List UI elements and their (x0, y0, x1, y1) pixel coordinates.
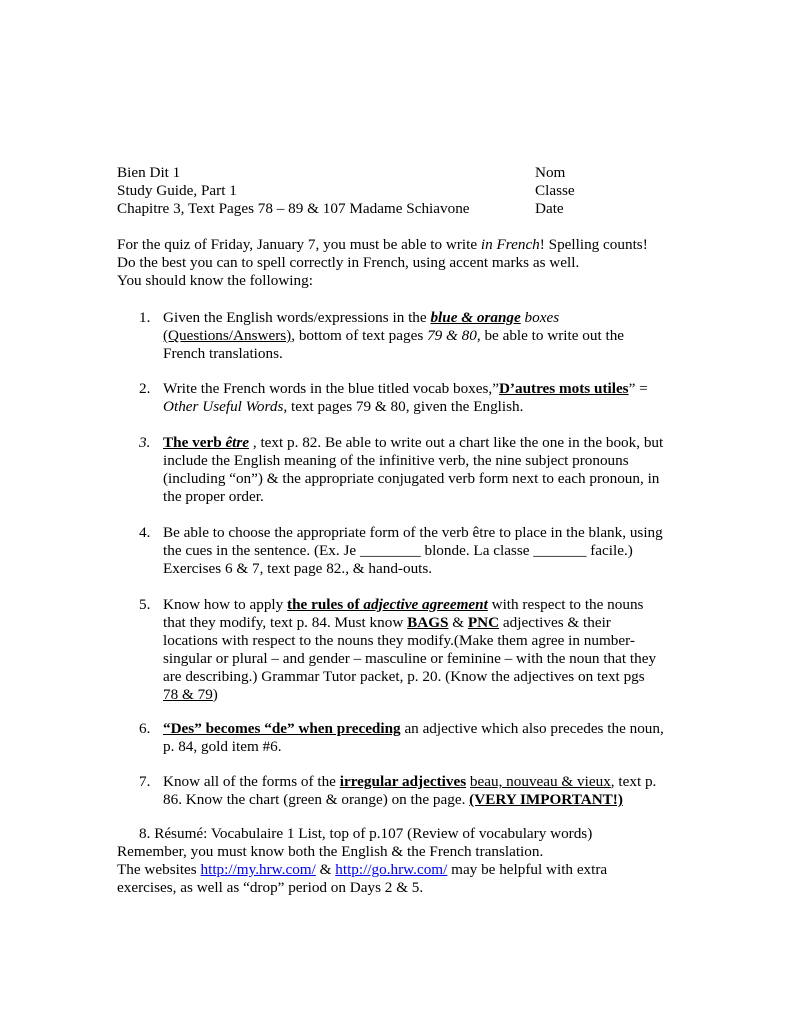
item-number: 5. (139, 596, 151, 613)
intro-paragraph (117, 236, 677, 290)
remember-line: Remember, you must know both the English & the French translation. (117, 843, 544, 860)
item-number: 4. (139, 524, 151, 541)
classe-label: Classe (535, 182, 575, 199)
pnc-emphasis: PNC (467, 614, 500, 631)
hrw-my-link[interactable]: http://my.hrw.com/ (200, 861, 316, 878)
irregular-adjectives-emphasis: irregular adjectives (339, 773, 467, 790)
blue-orange-emphasis: blue & orange (430, 309, 521, 326)
adjective-agreement-emphasis: the rules of adjective agreement (287, 596, 488, 613)
item-number: 7. (139, 773, 151, 790)
des-becomes-de-emphasis: “Des” becomes “de” when preceding (163, 720, 401, 737)
bags-emphasis: BAGS (407, 614, 449, 631)
guide-title: Study Guide, Part 1 (117, 182, 237, 199)
document-header (117, 164, 597, 218)
date-label: Date (535, 200, 564, 217)
item-number: 2. (139, 380, 151, 397)
item-number: 3. (139, 434, 151, 451)
course-title: Bien Dit 1 (117, 164, 181, 181)
resume-line: 8. Résumé: Vocabulaire 1 List, top of p.107 (Review of vocabulary words) (139, 825, 593, 842)
websites-line: The websites http://my.hrw.com/ & http://go.hrw.com/ may be helpful with extra (117, 861, 608, 878)
very-important-emphasis: (VERY IMPORTANT!) (469, 791, 623, 808)
item-number: 6. (139, 720, 151, 737)
intro-line-1: For the quiz of Friday, January 7, you must be able to write in French! Spelling counts! (117, 236, 648, 253)
exercises-line: exercises, as well as “drop” period on Days 2 & 5. (117, 879, 424, 896)
final-section (117, 825, 677, 897)
document-page: Bien Dit 1 Nom Study Guide, Part 1 Classe Chapitre 3, Text Pages 78 – 89 & 107 Madame Schiavone Date For the quiz of Friday, January 7, you must be able to write in French! Spelling counts! Do the best you can to spell correctly in French, using accent marks as well. You should know the following: 1. Given the English words/expressions in the blue & orange boxes (Questions/Answers), bottom of text pages 79 & 80, be able to write out the French translations. 2. Write the French words in the blue titled vocab boxes,”D’autres mots utiles” = Other Useful Words, text pages 79 & 80, given the English. 3. The verb être , text p. 82. Be able to write out a chart like the one in the book, but include the English meaning of the infinitive verb, the nine subject pronouns (including “on”) & the appropriate conjugated verb form next to each pronoun, in the proper order. 4. Be able to choose the appropriate form of the verb être to place in the blank, using the cues in the sentence. (Ex. Je ________ blonde. La classe _______ facile.) Exercises 6 & 7, text page 82., & hand-outs. 5. Know how to apply the rules of adjective agreement with respect to the nouns that they modify, text p. 84. Must know BAGS & PNC adjectives & their locations with respect to the nouns they modify.(Make them agree in number- singular or plural – and gender – masculine or feminine – with the noun that they are describing.) Grammar Tutor packet, p. 20. (Know the adjectives on text pgs 78 & 79) 6. “Des” becomes “de” when preceding an adjective which also precedes the noun, p. 84, gold item #6. 7. Know all of the forms of the irregular adjectives beau, nouveau & vieux, text p. 86. Know the chart (green & orange) on the page. (VERY IMPORTANT!) 8. Résumé: Vocabulaire 1 List, top of p.107 (Review of vocabulary words) Remember, you must know both the English & the French translation. The websites http://my.hrw.com/ & http://go.hrw.com/ may be helpful with extra exercises, as well as “drop” period on Days 2 & 5. (0, 0, 791, 1024)
verb-etre-heading: The verb être (163, 434, 250, 451)
item-number: 1. (139, 309, 151, 326)
intro-line-3: You should know the following: (117, 272, 313, 289)
nom-label: Nom (535, 164, 566, 181)
dautres-mots-utiles: D’autres mots utiles (498, 380, 629, 397)
chapter-info: Chapitre 3, Text Pages 78 – 89 & 107 Madame Schiavone (117, 200, 470, 217)
hrw-go-link[interactable]: http://go.hrw.com/ (335, 861, 448, 878)
intro-line-2: Do the best you can to spell correctly in French, using accent marks as well. (117, 254, 580, 271)
